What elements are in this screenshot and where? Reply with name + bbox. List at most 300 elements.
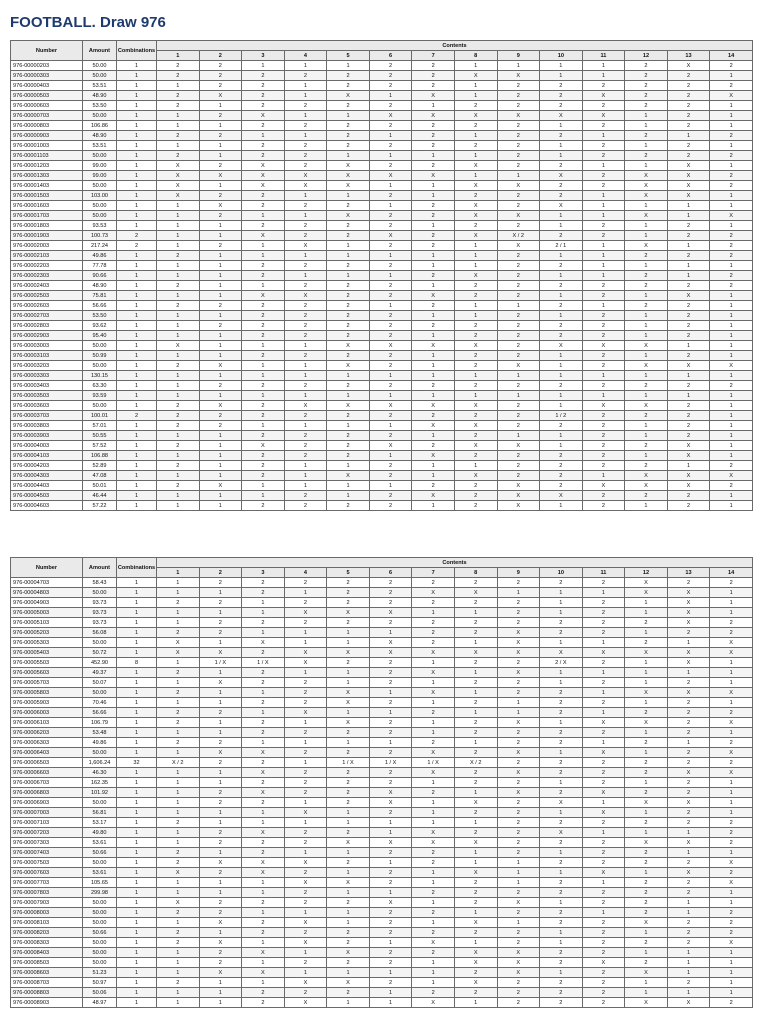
ticket-amount: 93.73 (83, 618, 117, 628)
pick-cell: 1 (667, 738, 710, 748)
ticket-number: 976-00008603 (11, 968, 83, 978)
pick-cell: 1 (454, 251, 497, 261)
pick-cell: X (284, 938, 327, 948)
ticket-amount: 95.40 (83, 331, 117, 341)
pick-cell: 2 (540, 838, 583, 848)
pick-cell: 1 (157, 728, 200, 738)
pick-cell: 1 (540, 678, 583, 688)
pick-cell: X (625, 968, 668, 978)
ticket-number: 976-00003203 (11, 361, 83, 371)
pick-cell: 1 (369, 828, 412, 838)
ticket-combinations: 1 (117, 131, 157, 141)
pick-cell: X (284, 171, 327, 181)
pick-cell: 2 (540, 818, 583, 828)
pick-cell: 2 (582, 658, 625, 668)
pick-cell: 2 (242, 141, 285, 151)
pick-cell: 1 (199, 311, 242, 321)
pick-cell: 2 (710, 171, 753, 181)
ticket-amount: 100.01 (83, 411, 117, 421)
ticket-amount: 56.81 (83, 808, 117, 818)
pick-cell: 2 (157, 101, 200, 111)
pick-cell: 2 (582, 431, 625, 441)
pick-cell: 1 (327, 628, 370, 638)
pick-cell: 2 (454, 191, 497, 201)
pick-cell: 1 (157, 678, 200, 688)
pick-cell: 2 (369, 411, 412, 421)
pick-cell: X (284, 858, 327, 868)
pick-cell: 2 (540, 698, 583, 708)
pick-cell: 2 (540, 988, 583, 998)
pick-cell: X (412, 341, 455, 351)
pick-cell: 1 (710, 608, 753, 618)
tickets-table-2 (10, 557, 753, 1008)
pick-cell: 2 (327, 141, 370, 151)
pick-cell: 2 (369, 221, 412, 231)
pick-cell: 2 (454, 491, 497, 501)
pick-cell: 1 (199, 181, 242, 191)
pick-cell: 2 (284, 281, 327, 291)
ticket-amount: 48.90 (83, 281, 117, 291)
ticket-amount: 50.00 (83, 341, 117, 351)
pick-cell: 1 (199, 668, 242, 678)
pick-cell: 1 (625, 201, 668, 211)
pick-cell: 1 (667, 201, 710, 211)
pick-cell: X (710, 718, 753, 728)
pick-cell: 2 (540, 81, 583, 91)
pick-cell: 1 (199, 431, 242, 441)
pick-cell: X (199, 401, 242, 411)
pick-cell: 2 (327, 928, 370, 938)
pick-cell: 2 (284, 161, 327, 171)
pick-cell: 2 (284, 788, 327, 798)
pick-cell: X (582, 808, 625, 818)
ticket-number: 976-00004603 (11, 501, 83, 511)
pick-cell: 1 (582, 908, 625, 918)
ticket-combinations: 2 (117, 231, 157, 241)
ticket-combinations: 1 (117, 281, 157, 291)
pick-cell: 2 (412, 321, 455, 331)
pick-cell: 2 (667, 728, 710, 738)
table-row (11, 141, 753, 151)
column-number-header: 11 (582, 51, 625, 61)
pick-cell: 2 (412, 638, 455, 648)
pick-cell: X (199, 918, 242, 928)
ticket-amount: 50.00 (83, 858, 117, 868)
pick-cell: 1 (710, 788, 753, 798)
ticket-combinations: 2 (117, 411, 157, 421)
pick-cell: X (667, 161, 710, 171)
pick-cell: X / 2 (454, 758, 497, 768)
pick-cell: 1 (625, 748, 668, 758)
pick-cell: 1 (540, 271, 583, 281)
pick-cell: 1 (667, 898, 710, 908)
pick-cell: 2 (497, 221, 540, 231)
pick-cell: 1 (497, 858, 540, 868)
pick-cell: X (369, 441, 412, 451)
pick-cell: X (625, 361, 668, 371)
pick-cell: X (454, 201, 497, 211)
ticket-combinations: 1 (117, 678, 157, 688)
pick-cell: 2 (625, 131, 668, 141)
pick-cell: X (412, 171, 455, 181)
ticket-amount: 77.78 (83, 261, 117, 271)
ticket-number: 976-00002003 (11, 241, 83, 251)
ticket-amount: 56.66 (83, 708, 117, 718)
ticket-number: 976-00005703 (11, 678, 83, 688)
table-row (11, 201, 753, 211)
pick-cell: 1 (412, 311, 455, 321)
pick-cell: X (667, 451, 710, 461)
pick-cell: 2 (540, 628, 583, 638)
table-row (11, 421, 753, 431)
pick-cell: 1 (667, 968, 710, 978)
ticket-number: 976-00006503 (11, 758, 83, 768)
pick-cell: X (327, 91, 370, 101)
pick-cell: 1 (412, 221, 455, 231)
ticket-combinations: 1 (117, 598, 157, 608)
pick-cell: 2 (454, 411, 497, 421)
ticket-amount: 1,606.24 (83, 758, 117, 768)
pick-cell: 2 (199, 738, 242, 748)
ticket-combinations: 1 (117, 161, 157, 171)
pick-cell: 2 (582, 578, 625, 588)
ticket-number: 976-00007403 (11, 848, 83, 858)
pick-cell: 1 (710, 808, 753, 818)
ticket-number: 976-00004703 (11, 578, 83, 588)
table-row (11, 738, 753, 748)
pick-cell: 1 (242, 738, 285, 748)
ticket-number: 976-00007003 (11, 808, 83, 818)
pick-cell: 1 (667, 988, 710, 998)
pick-cell: 2 (454, 321, 497, 331)
pick-cell: 1 (625, 978, 668, 988)
ticket-number: 976-00003403 (11, 381, 83, 391)
pick-cell: X (157, 181, 200, 191)
table-row (11, 748, 753, 758)
pick-cell: 1 (540, 221, 583, 231)
ticket-combinations: 1 (117, 381, 157, 391)
pick-cell: 2 (327, 131, 370, 141)
pick-cell: 2 (412, 61, 455, 71)
pick-cell: X (454, 648, 497, 658)
pick-cell: X (369, 788, 412, 798)
pick-cell: X (412, 838, 455, 848)
pick-cell: 1 (710, 431, 753, 441)
pick-cell: 1 (667, 211, 710, 221)
pick-cell: 2 (667, 71, 710, 81)
table-row (11, 291, 753, 301)
pick-cell: 1 (157, 241, 200, 251)
pick-cell: 2 (667, 501, 710, 511)
pick-cell: 2 (199, 578, 242, 588)
ticket-amount: 53.51 (83, 141, 117, 151)
pick-cell: 2 (625, 441, 668, 451)
ticket-number: 976-00002903 (11, 331, 83, 341)
pick-cell: 1 (710, 371, 753, 381)
pick-cell: X (667, 648, 710, 658)
pick-cell: 2 (625, 958, 668, 968)
pick-cell: 2 (157, 928, 200, 938)
pick-cell: 2 (454, 988, 497, 998)
ticket-number: 976-00001803 (11, 221, 83, 231)
pick-cell: X (454, 868, 497, 878)
ticket-number: 976-00000703 (11, 111, 83, 121)
pick-cell: 2 (497, 778, 540, 788)
pick-cell: 2 (284, 71, 327, 81)
column-number-header: 5 (327, 51, 370, 61)
pick-cell: X (369, 401, 412, 411)
pick-cell: 2 (199, 211, 242, 221)
pick-cell: 1 (369, 151, 412, 161)
pick-cell: X (242, 638, 285, 648)
pick-cell: X (710, 648, 753, 658)
pick-cell: X (327, 948, 370, 958)
pick-cell: 1 (284, 211, 327, 221)
pick-cell: 1 (157, 878, 200, 888)
table-row (11, 101, 753, 111)
pick-cell: 2 (582, 898, 625, 908)
pick-cell: 2 (242, 81, 285, 91)
pick-cell: 1 (710, 978, 753, 988)
pick-cell: 1 (284, 91, 327, 101)
pick-cell: 2 (454, 878, 497, 888)
table-row (11, 381, 753, 391)
pick-cell: 2 (667, 231, 710, 241)
pick-cell: 2 (454, 808, 497, 818)
pick-cell: 2 (540, 888, 583, 898)
ticket-combinations: 1 (117, 588, 157, 598)
pick-cell: 1 (242, 61, 285, 71)
pick-cell: 2 (157, 91, 200, 101)
pick-cell: X (497, 898, 540, 908)
pick-cell: 1 (327, 638, 370, 648)
pick-cell: X (540, 201, 583, 211)
ticket-number: 976-00008403 (11, 948, 83, 958)
pick-cell: 1 (327, 191, 370, 201)
ticket-number: 976-00003503 (11, 391, 83, 401)
pick-cell: 1 (199, 101, 242, 111)
pick-cell: 2 (582, 918, 625, 928)
pick-cell: 2 (284, 768, 327, 778)
ticket-number: 976-00003803 (11, 421, 83, 431)
table-row (11, 798, 753, 808)
pick-cell: 1 (369, 858, 412, 868)
pick-cell: 2 (242, 91, 285, 101)
pick-cell: 2 (667, 628, 710, 638)
pick-cell: X (582, 401, 625, 411)
pick-cell: X (284, 401, 327, 411)
ticket-amount: 48.97 (83, 998, 117, 1008)
ticket-number: 976-00002403 (11, 281, 83, 291)
pick-cell: 2 (497, 688, 540, 698)
pick-cell: 2 (284, 698, 327, 708)
pick-cell: X (497, 968, 540, 978)
pick-cell: 1 (540, 351, 583, 361)
pick-cell: 2 (242, 411, 285, 421)
pick-cell: 2 (369, 728, 412, 738)
pick-cell: 2 (667, 878, 710, 888)
pick-cell: X (284, 181, 327, 191)
pick-cell: 1 (412, 818, 455, 828)
pick-cell: 1 (157, 291, 200, 301)
column-number-header: 2 (199, 568, 242, 578)
pick-cell: 2 (369, 928, 412, 938)
pick-cell: 1 (199, 978, 242, 988)
pick-cell: 2 (454, 598, 497, 608)
pick-cell: 2 (284, 221, 327, 231)
pick-cell: 1 (157, 331, 200, 341)
pick-cell: 1 (454, 788, 497, 798)
ticket-number: 976-00004003 (11, 441, 83, 451)
pick-cell: 2 (242, 988, 285, 998)
pick-cell: 2 (327, 451, 370, 461)
pick-cell: 1 (284, 111, 327, 121)
pick-cell: 2 (582, 181, 625, 191)
pick-cell: 1 (497, 301, 540, 311)
pick-cell: 2 (369, 361, 412, 371)
ticket-number: 976-00000503 (11, 91, 83, 101)
pick-cell: X (199, 938, 242, 948)
ticket-number: 976-00006103 (11, 718, 83, 728)
pick-cell: 2 (497, 578, 540, 588)
pick-cell: X (242, 858, 285, 868)
pick-cell: 2 (497, 251, 540, 261)
table-row (11, 81, 753, 91)
pick-cell: 2 (625, 818, 668, 828)
pick-cell: 2 (667, 858, 710, 868)
pick-cell: 2 (327, 798, 370, 808)
ticket-combinations: 1 (117, 968, 157, 978)
ticket-combinations: 1 (117, 361, 157, 371)
pick-cell: 2 (710, 231, 753, 241)
pick-cell: 1 (199, 778, 242, 788)
pick-cell: 2 (625, 888, 668, 898)
ticket-amount: 46.44 (83, 491, 117, 501)
table-row (11, 341, 753, 351)
pick-cell: 1 (199, 221, 242, 231)
ticket-amount: 93.62 (83, 321, 117, 331)
pick-cell: 2 (667, 708, 710, 718)
pick-cell: 1 (199, 231, 242, 241)
pick-cell: 1 / X (242, 658, 285, 668)
pick-cell: X (582, 91, 625, 101)
pick-cell: 2 (497, 828, 540, 838)
pick-cell: 2 (242, 381, 285, 391)
pick-cell: 1 (625, 928, 668, 938)
pick-cell: 1 (157, 471, 200, 481)
pick-cell: 2 (327, 658, 370, 668)
pick-cell: X (454, 111, 497, 121)
pick-cell: 1 (582, 301, 625, 311)
pick-cell: 1 (710, 668, 753, 678)
pick-cell: 1 (454, 391, 497, 401)
pick-cell: 1 (242, 391, 285, 401)
pick-cell: 2 (710, 251, 753, 261)
pick-cell: X (582, 958, 625, 968)
pick-cell: 1 (157, 321, 200, 331)
pick-cell: 1 (157, 491, 200, 501)
ticket-number: 976-00007203 (11, 828, 83, 838)
pick-cell: 1 (497, 391, 540, 401)
pick-cell: 1 (710, 321, 753, 331)
pick-cell: 2 (497, 401, 540, 411)
pick-cell: 2 (625, 461, 668, 471)
pick-cell: 2 (412, 618, 455, 628)
pick-cell: 2 (540, 908, 583, 918)
pick-cell: 1 (625, 311, 668, 321)
table-row (11, 351, 753, 361)
pick-cell: 1 (710, 291, 753, 301)
pick-cell: 2 (582, 858, 625, 868)
pick-cell: 1 (710, 101, 753, 111)
ticket-combinations: 1 (117, 628, 157, 638)
pick-cell: X (454, 918, 497, 928)
table-row (11, 251, 753, 261)
pick-cell: 1 (157, 968, 200, 978)
pick-cell: 2 (582, 768, 625, 778)
ticket-number: 976-00001103 (11, 151, 83, 161)
pick-cell: 1 (540, 808, 583, 818)
ticket-number: 976-00004803 (11, 588, 83, 598)
pick-cell: 2 (497, 978, 540, 988)
pick-cell: 1 (157, 391, 200, 401)
pick-cell: 1 (582, 261, 625, 271)
pick-cell: 1 (157, 311, 200, 321)
ticket-combinations: 1 (117, 848, 157, 858)
ticket-amount: 58.43 (83, 578, 117, 588)
pick-cell: 1 (540, 61, 583, 71)
table-row (11, 491, 753, 501)
ticket-combinations: 1 (117, 748, 157, 758)
pick-cell: 1 (540, 121, 583, 131)
table-row (11, 471, 753, 481)
pick-cell: 2 (157, 738, 200, 748)
table-row (11, 331, 753, 341)
pick-cell: 2 (710, 828, 753, 838)
ticket-amount: 106.86 (83, 121, 117, 131)
pick-cell: 2 (242, 261, 285, 271)
ticket-number: 976-00003303 (11, 371, 83, 381)
pick-cell: 2 (242, 848, 285, 858)
pick-cell: 2 (625, 638, 668, 648)
pick-cell: 1 (667, 131, 710, 141)
pick-cell: 2 (242, 461, 285, 471)
pick-cell: 1 (710, 301, 753, 311)
pick-cell: 1 (327, 708, 370, 718)
pick-cell: X (667, 471, 710, 481)
pick-cell: 1 (284, 848, 327, 858)
pick-cell: 1 (454, 688, 497, 698)
pick-cell: 1 (242, 281, 285, 291)
pick-cell: X (327, 471, 370, 481)
pick-cell: 1 (454, 608, 497, 618)
pick-cell: 2 (497, 331, 540, 341)
ticket-combinations: 1 (117, 688, 157, 698)
pick-cell: X (327, 648, 370, 658)
pick-cell: X (242, 948, 285, 958)
pick-cell: 1 (454, 998, 497, 1008)
pick-cell: 2 (412, 738, 455, 748)
pick-cell: 2 (540, 738, 583, 748)
pick-cell: 2 (667, 788, 710, 798)
ticket-amount: 57.22 (83, 501, 117, 511)
ticket-combinations: 1 (117, 351, 157, 361)
pick-cell: 1 (454, 131, 497, 141)
ticket-amount: 50.00 (83, 908, 117, 918)
pick-cell: 1 / X (412, 758, 455, 768)
pick-cell: 2 (625, 908, 668, 918)
pick-cell: X (710, 748, 753, 758)
